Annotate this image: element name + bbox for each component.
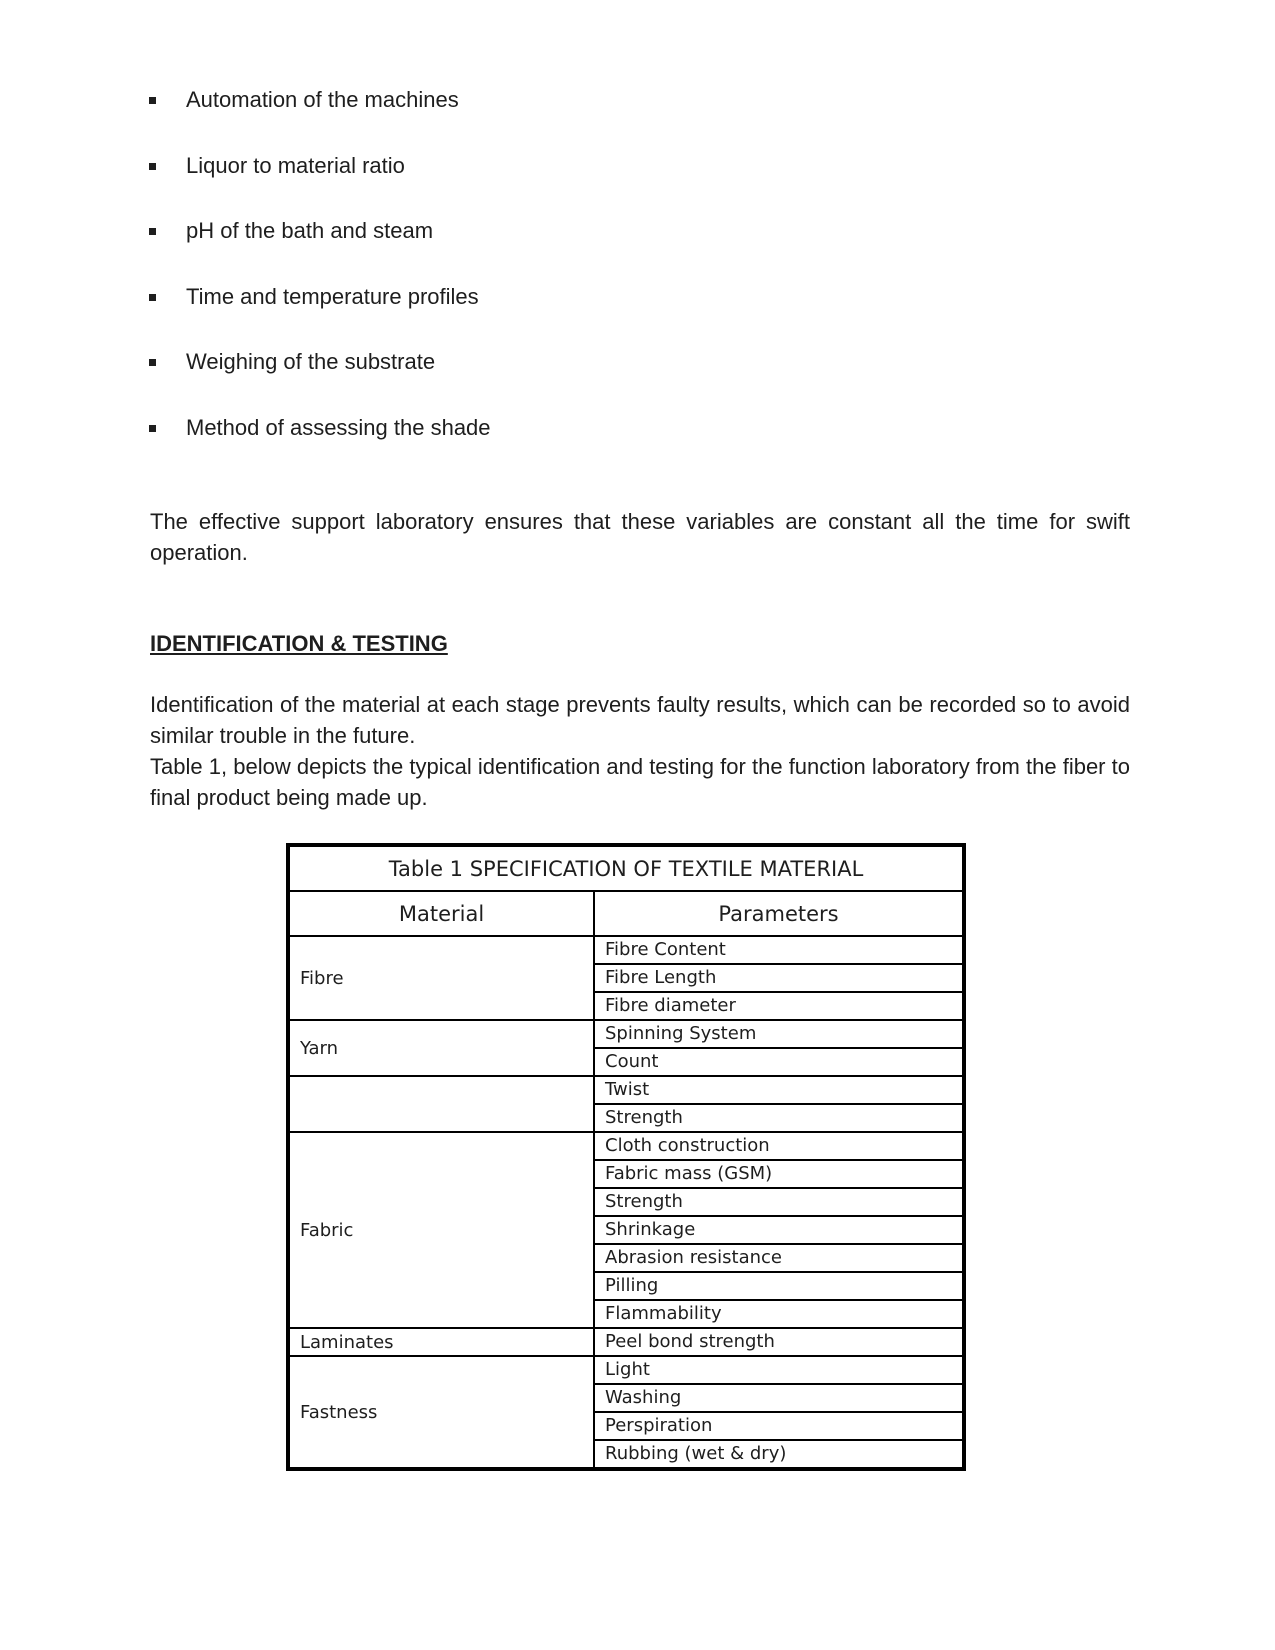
header-parameters: Parameters xyxy=(594,891,964,936)
parameter-cell: Fabric mass (GSM) xyxy=(594,1160,964,1188)
parameter-cell: Strength xyxy=(594,1104,964,1132)
table-caption-row xyxy=(288,845,964,891)
square-bullet-icon xyxy=(149,294,156,301)
parameter-cell: Fibre Content xyxy=(594,936,964,964)
table-row xyxy=(288,1076,964,1104)
material-cell: Laminates xyxy=(288,1328,594,1356)
parameter-cell: Peel bond strength xyxy=(594,1328,964,1356)
parameter-cell: Abrasion resistance xyxy=(594,1244,964,1272)
parameter-cell: Washing xyxy=(594,1384,964,1412)
parameter-cell: Cloth construction xyxy=(594,1132,964,1160)
square-bullet-icon xyxy=(149,359,156,366)
document-page: Automation of the machines Liquor to material ratio pH of the bath and steam Time and temperature profiles Weighing of the substrate Method of assessing the shade The effective support laboratory ensures that these variables are constant all the time for swift operation. IDENTIFICATION & TESTING Identification of the material at each stage prevents faulty results, which can be recorded so to avoid similar trouble in the future. Table 1, below depicts the typical identification and testing for the function laboratory from the fiber to final product being made up. Table 1 SPECIFICATION OF TEXTILE MATERIAL Material Parameters Fibre Fibre Content Fibre Length Fibre diameter Yarn Spinning System Count Twist Strength Fabric Cloth construction Fabric mass (GSM) Strength Shrinkage Abrasion resistance Pilling Flammability Laminates Peel bond strength Fastness Light Washing Perspiration Rubbing (wet & dry) xyxy=(0,0,1275,1650)
parameter-cell: Spinning System xyxy=(594,1020,964,1048)
specification-table-body xyxy=(288,845,964,1469)
table-row xyxy=(288,1328,964,1356)
parameter-cell: Pilling xyxy=(594,1272,964,1300)
parameter-cell: Fibre diameter xyxy=(594,992,964,1020)
section-heading: IDENTIFICATION & TESTING xyxy=(150,631,448,656)
paragraph-table-intro: Table 1, below depicts the typical identification and testing for the function laboratory from the fiber to final product being made up. xyxy=(150,754,1130,810)
square-bullet-icon xyxy=(149,163,156,170)
parameter-cell: Fibre Length xyxy=(594,964,964,992)
header-material: Material xyxy=(288,891,594,936)
parameter-cell: Count xyxy=(594,1048,964,1076)
material-cell: Fabric xyxy=(288,1132,594,1328)
specification-table xyxy=(286,843,966,1471)
table-caption: Table 1 SPECIFICATION OF TEXTILE MATERIAL xyxy=(288,845,964,891)
parameter-cell: Twist xyxy=(594,1076,964,1104)
parameter-cell: Strength xyxy=(594,1188,964,1216)
parameter-cell: Shrinkage xyxy=(594,1216,964,1244)
material-cell: Fibre xyxy=(288,936,594,1020)
parameter-cell: Light xyxy=(594,1356,964,1384)
table-header-row xyxy=(288,891,964,936)
material-cell: Fastness xyxy=(288,1356,594,1469)
material-cell xyxy=(288,1076,594,1132)
parameter-cell: Perspiration xyxy=(594,1412,964,1440)
square-bullet-icon xyxy=(149,425,156,432)
table-row xyxy=(288,936,964,964)
square-bullet-icon xyxy=(149,97,156,104)
square-bullet-icon xyxy=(149,228,156,235)
parameter-cell: Flammability xyxy=(594,1300,964,1328)
table-row xyxy=(288,1020,964,1048)
table-row xyxy=(288,1132,964,1160)
table-row xyxy=(288,1356,964,1384)
parameter-cell: Rubbing (wet & dry) xyxy=(594,1440,964,1469)
material-cell: Yarn xyxy=(288,1020,594,1076)
paragraph-identification: Identification of the material at each stage prevents faulty results, which can be recorded so to avoid similar trouble in the future. xyxy=(150,692,1130,748)
paragraph-support-laboratory: The effective support laboratory ensures that these variables are constant all the time for swift operation. xyxy=(150,509,1130,565)
